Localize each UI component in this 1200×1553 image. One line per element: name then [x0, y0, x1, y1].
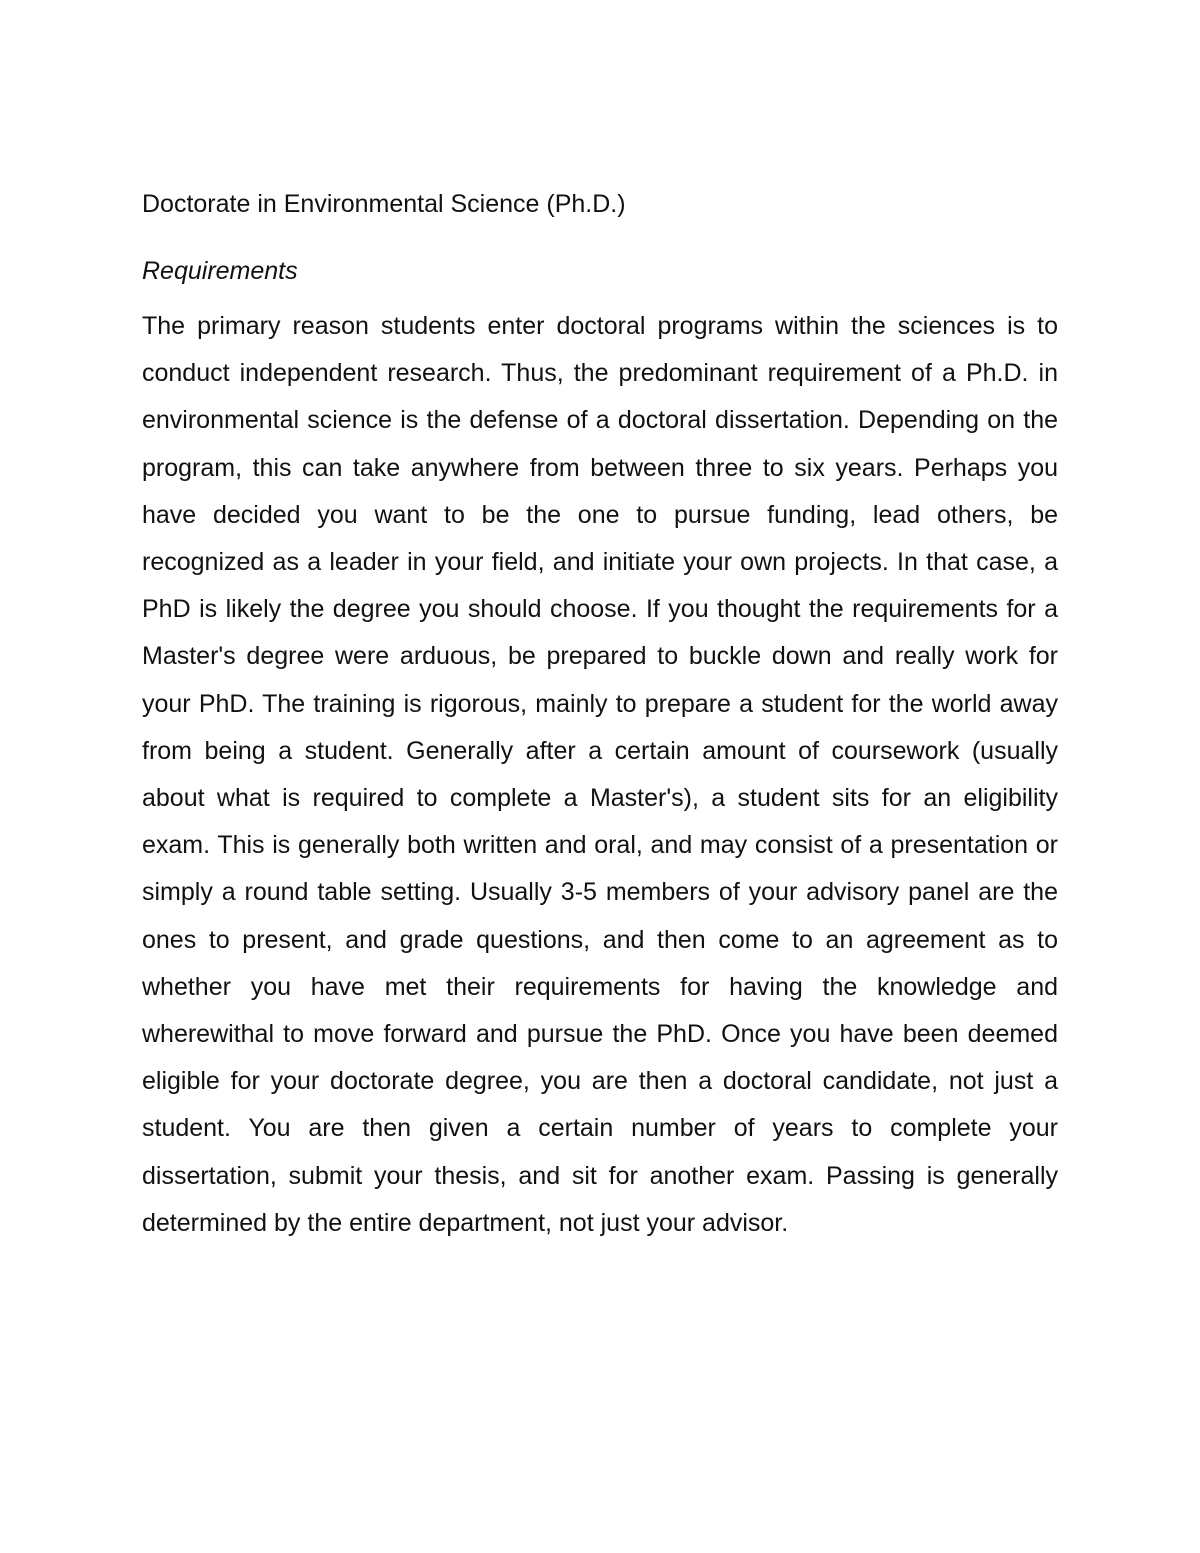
section-heading-requirements: Requirements [142, 257, 298, 285]
body-paragraph: The primary reason students enter doctoral programs within the sciences is to conduct independent research. Thus, the predominant requirement of a Ph.D. in environmental science is the defense of a doctoral dissertation. Depending on the program, this can take anywhere from between three to six years. Perhaps you have decided you want to be the one to pursue funding, lead others, be recognized as a leader in your field, and initiate your own projects. In that case, a PhD is likely the degree you should choose. If you thought the requirements for a Master's degree were arduous, be prepared to buckle down and really work for your PhD. The training is rigorous, mainly to prepare a student for the world away from being a student. Generally after a certain amount of coursework (usually about what is required to complete a Master's), a student sits for an eligibility exam. This is generally both written and oral, and may consist of a presentation or simply a round table setting. Usually 3-5 members of your advisory panel are the ones to present, and grade questions, and then come to an agreement as to whether you have met their requirements for having the knowledge and wherewithal to move forward and pursue the PhD. Once you have been deemed eligible for your doctorate degree, you are then a doctoral candidate, not just a student. You are then given a certain number of years to complete your dissertation, submit your thesis, and sit for another exam. Passing is generally determined by the entire department, not just your advisor. [142, 312, 1058, 1237]
document-title: Doctorate in Environmental Science (Ph.D.) [142, 190, 626, 218]
document-content [142, 186, 1058, 1247]
